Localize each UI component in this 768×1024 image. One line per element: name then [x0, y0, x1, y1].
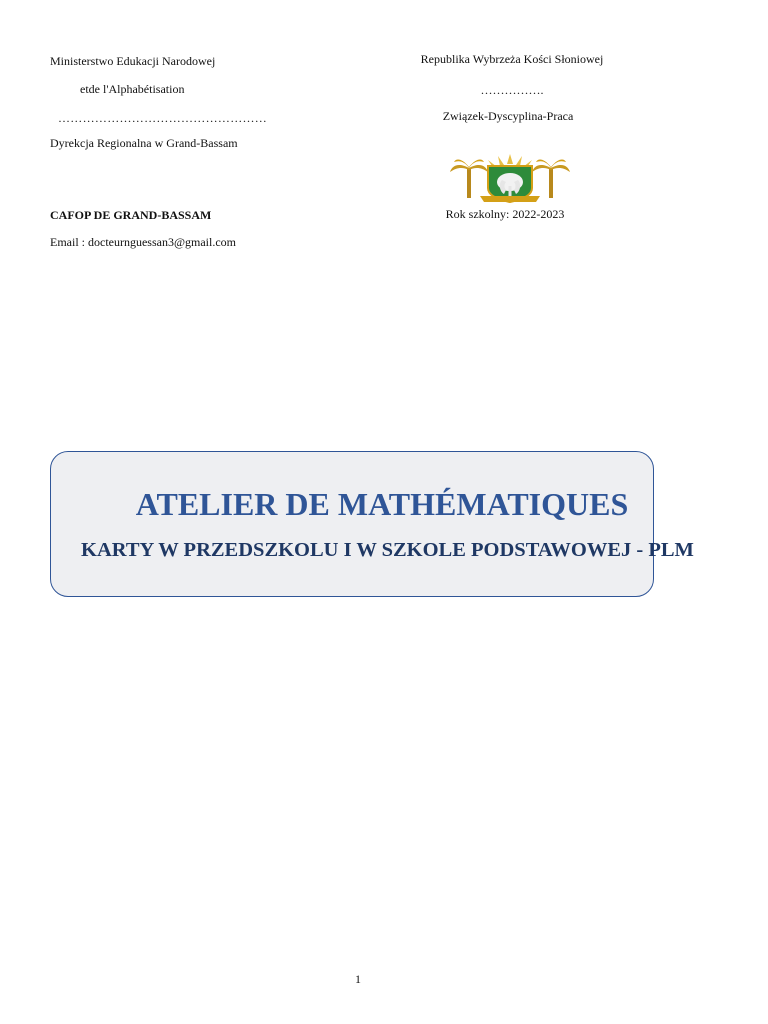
ivory-coast-coat-of-arms-icon — [450, 152, 570, 204]
ministry-name-line2: etde l'Alphabétisation — [80, 82, 185, 96]
country-name: Republika Wybrzeża Kości Słoniowej — [420, 52, 604, 66]
ministry-name: Ministerstwo Edukacji Narodowej — [50, 54, 216, 68]
school-name: CAFOP DE GRAND-BASSAM — [50, 208, 212, 222]
document-subtitle: KARTY W PRZEDSZKOLU I W SZKOLE PODSTAWOWEJ - PLM — [81, 539, 694, 561]
title-box — [50, 451, 654, 597]
right-dots-separator: ……………. — [480, 83, 544, 97]
school-year: Rok szkolny: 2022-2023 — [445, 207, 565, 221]
page-number: 1 — [355, 972, 361, 986]
national-motto: Związek-Dyscyplina-Praca — [442, 109, 574, 123]
document-title: ATELIER DE MATHÉMATIQUES — [135, 486, 629, 522]
regional-directorate: Dyrekcja Regionalna w Grand-Bassam — [50, 136, 238, 150]
left-dots-separator: …………………………………………… — [58, 111, 268, 125]
email-address: Email : docteurnguessan3@gmail.com — [50, 235, 237, 249]
